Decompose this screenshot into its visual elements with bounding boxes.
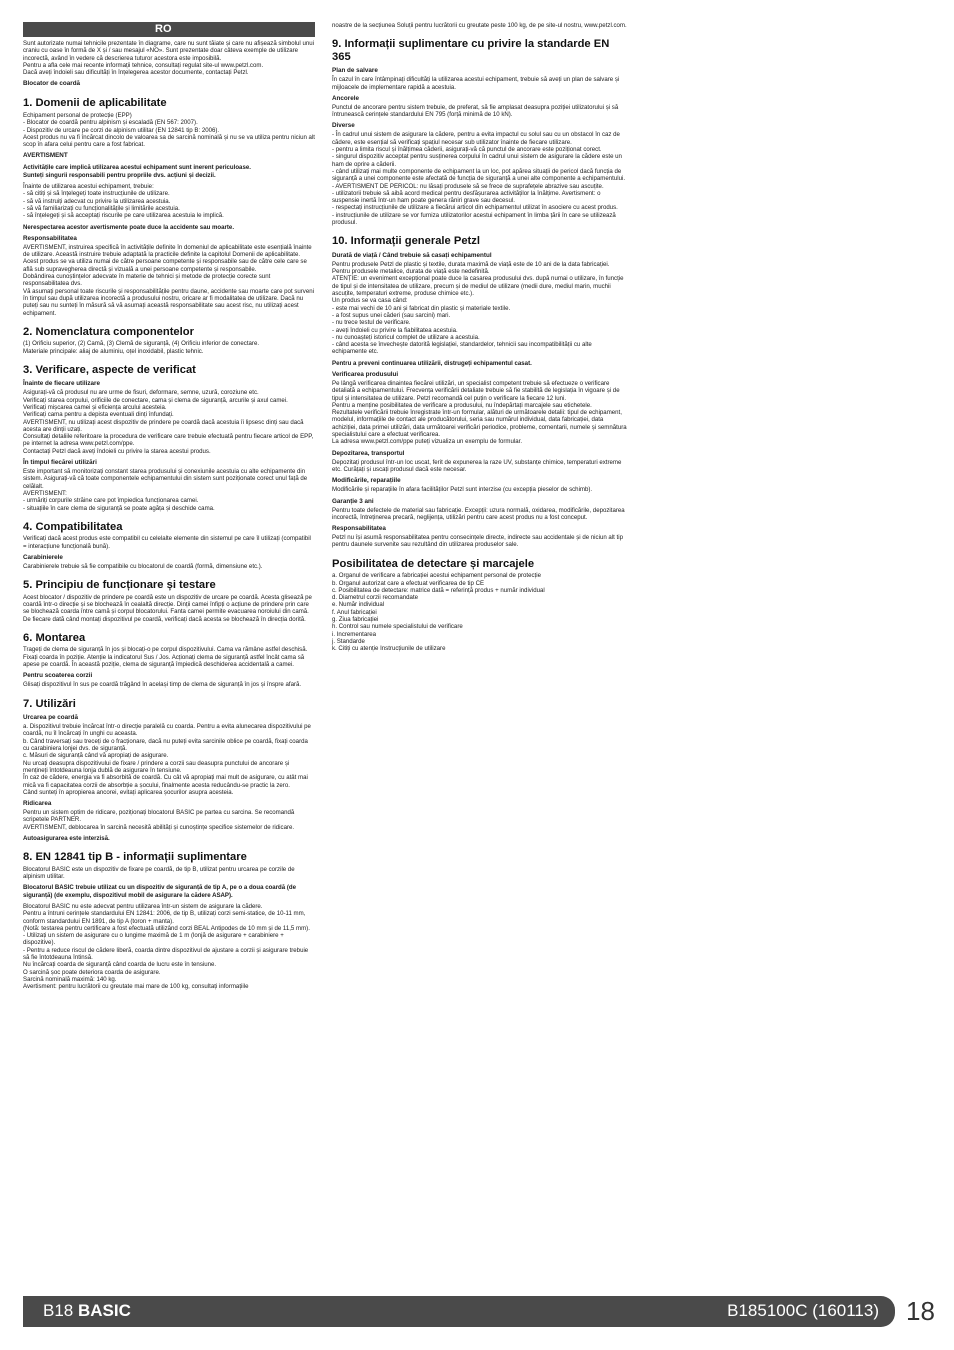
model-label [43,1300,131,1322]
section-8-title: 8. EN 12841 tip B - informații suplimentare [23,851,247,864]
section-7-climbing-text: a. Dispozitivul trebuie încărcat într-o direcție paralelă cu coarda. Pentru a evita alunecarea dispozitivului pe coardă, nu îl încărcați în unghi cu aceasta. b. Când traversați sau treceți de o fracționare, dacă nu puteți evita sarcinile oblice pe coardă, fixați coarda cu carabiniera lonjei dvs. de siguranță. c. Măsuri de siguranță când vă apropiați de asigurare. Nu urcați deasupra dispozitivului de fixare / prindere a corzii sau deasupra punctului de ancorare și mențineți întotdeauna lonja dublă de asigurare în tensiune. În caz de cădere, energia va fi absorbită de coardă. Cu cât vă apropiați mai mult de asigurare, cu atât mai mică va fi capacitatea corzii de absorbție a șocului, finalmente acesta reducându-se practic la zero. Când sunteți în apropierea ancorei, evitați aplicarea șocurilor asupra acesteia. [23,723,311,796]
section-6-title: 6. Montarea [23,631,86,644]
section-9-rescue-text: În cazul în care întâmpinați dificultăți la utilizarea acestui echipament, trebuie să aveți un plan de salvare și mijloacele de implementare rapidă a acestuia. [332,76,620,91]
section-7-hauling-heading: Ridicarea [23,800,52,808]
section-7-climbing-heading: Urcarea pe coardă [23,714,78,722]
model-name: BASIC [77,1301,131,1320]
section-10-responsibility-text: Petzl nu își asumă responsabilitatea pentru consecințele directe, indirecte sau accidentale și de niciun alt tip pentru daunele survenite sau rezultând din utilizarea produselor sale. [332,534,623,549]
section-7-title: 7. Utilizări [23,697,76,710]
section-1-warning-heading: AVERTISMENT [23,152,68,160]
section-6-removal-text: Glisați dispozitivul în sus pe coardă trăgând în același timp de clema de siguranță în jos și înspre afară. [23,681,302,689]
section-10-inspection-heading: Verificarea produsului [332,371,399,378]
section-10-lifetime-heading: Durată de viață / Când trebuie să casați echipamentul [332,251,492,259]
intro-product-name: Blocator de coardă [23,80,81,88]
section-5-title: 5. Principiu de funcționare și testare [23,579,216,592]
section-2-text: (1) Orificiu superior, (2) Camă, (3) Clemă de siguranță, (4) Orificiu inferior de conectare. Materiale principale: aliaj de aluminiu, oțel inoxidabil, plastic tehnic. [23,340,260,355]
section-2-title: 2. Nomenclatura componentelor [23,325,194,338]
model-prefix: B18 [43,1301,74,1320]
section-11-title: Posibilitatea de detectare și marcajele [332,557,535,570]
left-column [23,22,315,991]
continued-text: noastre de la secțiunea Soluții pentru lucrătorii cu greutate peste 100 kg, de pe site-ul nostru, www.petzl.com. [332,22,627,29]
section-10-responsibility-heading: Responsabilitatea [332,525,386,533]
section-1-warning-consequence: Nerespectarea acestor avertismente poate duce la accidente sau moarte. [23,223,235,231]
page-number: 18 [906,1296,935,1326]
section-10-lifetime-text: Pentru produsele Petzl de plastic și textile, durata maximă de viață este de 10 ani de la data fabricației. Pentru produsele metalice, durata de viață este nedefinită. ATENȚIE: un eveniment excepțional poate duce la casarea produsului dvs. după numai o utilizare, în funcție de tipul și de intensitatea de utilizare, precum și de mediul de utilizare (medii dure, mediul marin, muchii ascuțite, temperaturi extreme, produse chimice etc.). Un produs se va casa când: - este mai vechi de 10 ani și fabricat din plastic și materiale textile. - a fost supus unei căderi (sau sarcini) mari. - nu trece testul de verificare. - aveți îndoieli cu privire la fiabilitatea acestuia. - nu cunoașteți istoricul complet de utilizare a acestuia. - când acesta se învechește datorită legislației, standardelor, tehnicii sau incompatibilității cu alte echipamente etc. [332,260,624,356]
section-10-warranty-heading: Garanție 3 ani [332,497,374,505]
section-1-responsibility-heading: Responsabilitatea [23,234,77,242]
section-9-misc-heading: Diverse [332,122,355,130]
section-4-title: 4. Compatibilitatea [23,520,123,533]
section-10-modifications-text: Modificările și reparațiile în afara facilităților Petzl sunt interzise (cu excepția pieselor de schimb). [332,486,593,494]
section-7-hauling-text: Pentru un sistem optim de ridicare, poziționați blocatorul BASIC pe partea cu sarcina. Se recomandă scripetele PARTNER. AVERTISMENT, deblocarea în sarcină necesită abilități și cunoștințe specifice sistemelor de ridicare. [23,809,295,831]
section-1-text: Echipament personal de protecție (EPP) - Blocator de coardă pentru alpinism și escaladă (EN 567: 2007). - Dispozitiv de urcare pe corzi de alpinism utilitar (EN 12841 tip B: 2006). Acest produs nu va fi încărcat dincolo de valoarea sa de sarcină nominală și nu se va utiliza pentru niciun alt scop în afara celui pentru care a fost fabricat. [23,111,315,149]
section-8-bold: Blocatorul BASIC trebuie utilizat cu un dispozitiv de siguranță de tip A, pe o a doua coardă (de siguranță) (de exemplu, dispozitivul mobil de asigurare la cădere ASAP). [23,884,297,899]
footer-bar [23,1296,895,1327]
section-6-text: Trageți de clema de siguranță în jos și blocați-o pe corpul dispozitivului. Cama va rămâne astfel deschisă. Fixați coarda în poziție. Atenție la indicatorul Sus / Jos. Acționați clema de siguranță astfel încât cama să apese pe coardă. În această poziție, clema de siguranță împiedică deschiderea accidentală a camei. [23,646,308,669]
section-4-carabiners-heading: Carabinierele [23,553,63,561]
section-6-removal-heading: Pentru scoaterea corzii [23,672,93,680]
section-1-title: 1. Domenii de aplicabilitate [23,97,167,110]
section-1-warning-text: Înainte de utilizarea acestui echipament, trebuie: - să citiți și să înțelegeți toate instrucțiunile de utilizare. - să vă instruiți adecvat cu privire la utilizarea acestuia. - să vă familiarizați cu funcționalitățile și limitările acestuia. - să înțelegeți și să acceptați riscurile pe care utilizarea acestuia le implică. [23,183,224,220]
section-5-text: Acest blocator / dispozitiv de prindere pe coardă este un dispozitiv de urcare pe coardă. Acesta glisează pe coardă într-o direcție și se blochează în cealaltă direcție. Dinții camei înfipți o acțiune de prindere prin care se blochează coarda între camă și corpul blocatorului. Fanta camei permite evacuarea noroiului din camă. De fiecare dată când montați dispozitivul pe coardă, verificați dacă acesta se blochează în direcția dorită. [23,593,312,623]
section-10-title: 10. Informații generale Petzl [332,235,480,248]
section-10-modifications-heading: Modificările, reparațiile [332,477,401,485]
language-header: RO [23,22,315,37]
section-9-anchors-text: Punctul de ancorare pentru sistem trebuie, de preferat, să fie amplasat deasupra poziției utilizatorului și să întrunească cerințele standardului EN 795 (forță minimă de 10 kN). [332,103,619,119]
section-3-title: 3. Verificare, aspecte de verificat [23,363,196,376]
section-9-title: 9. Informații suplimentare cu privire la standarde EN 365 [332,38,610,63]
section-10-warranty-text: Pentru toate defectele de material sau fabricație. Excepții: uzura normală, oxidarea, modificările, depozitarea incorectă, întreținerea precară, neglijența, utilizări pentru care acest produs nu a fost conceput. [332,506,625,521]
section-10-storage-heading: Depozitarea, transportul [332,449,405,457]
section-4-text: Verificați dacă acest produs este compatibil cu celelalte elemente din sistemul pe care îl utilizați (compatibil = interacțiune funcțională bună). [23,535,311,550]
section-4-carabiners-text: Carabinierele trebuie să fie compatibile cu blocatorul de coardă (formă, dimensiune etc.). [23,562,263,570]
section-8-text-2: Blocatorul BASIC nu este adecvat pentru utilizarea într-un sistem de asigurare la cădere. Pentru a întruni cerințele standardului EN 12841: 2006, de tip B, utilizați corzi semi-statice, de 10-11 mm, conform standardului EN 1891, de tip A (toron + manta). (Notă: testarea pentru certificare a fost efectuată utilizând corzi BEAL Antipodes de 10 mm și de 11,5 mm). - Utilizați un sistem de asigurare cu o lungime maximă de 1 m (lonjă de asigurare + carabiniere + dispozitive). - Pentru a reduce riscul de cădere liberă, coarda dintre dispozitivul de ajustare a corzii și asigurare trebuie să fie întotdeauna întinsă. Nu încărcați coarda de siguranță când coarda de lucru este în tensiune. O sarcină șoc poate deteriora coarda de asigurare. Sarcină nominală maximă: 140 kg. Avertisment: pentru lucrătorii cu greutate mai mare de 100 kg, consultați informațiile [23,902,310,991]
section-10-inspection-text: Pe lângă verificarea dinaintea fiecărei utilizări, un specialist competent trebuie să efectueze o verificare detaliată a echipamentului. Frecvența verificării detaliate trebuie să fie stabilită de legislația în vigoare și de tipul și intensitatea de utilizare. Petzl recomandă cel puțin o verificare la fiecare 12 luni. Pentru a menține posibilitatea de verificare a produsului, nu îndepărtați marcajele sau etichetele. Rezultatele verificării trebuie înregistrate într-un formular, alături de următoarele detalii: tipul de echipament, modelul, informațiile de contact ale producătorului, seria sau numărul individual, data fabricației, data achiziției, data primei utilizări, data următoarei verificări periodice, probleme, comentarii, numele și semnătura specialistului care a efectuat verificarea. La adresa www.petzl.com/ppe puteți vizualiza un exemplu de formular. [332,380,627,446]
section-1-warning-bold: Activitățile care implică utilizarea acestui echipament sunt inerent periculoase. Sunteți singurii responsabili pentru propriile dvs. acțiuni și decizii. [23,164,251,179]
section-9-rescue-heading: Plan de salvare [332,67,378,75]
document-reference: B185100C (160113) [727,1301,879,1320]
section-3-before-use-heading: Înainte de fiecare utilizare [23,380,100,388]
section-3-during-use-text: Este important să monitorizați constant starea produsului și conexiunile acestuia cu alte echipamente din sistem. Asigurați-vă că toate componentele echipamentului din sistem sunt poziționate corect unul față de celălalt. AVERTISMENT: - urmăriți corpurile străine care pot împiedica funcționarea camei. - situațiile în care clema de siguranță se poate agăța și deschide cama. [23,468,308,512]
section-10-storage-text: Depozitați produsul într-un loc uscat, ferit de expunerea la raze UV, substanțe chimice, temperaturi extreme etc. Curățați și uscați produsul dacă este necesar. [332,458,622,473]
section-3-before-use-text: Asigurați-vă că produsul nu are urme de fisuri, deformare, semne, uzură, coroziune etc. Verificați starea corpului, orificiile de conectare, cama și clema de siguranță, arcurile și axul camei. Verificați mișcarea camei și eficiența arcului acesteia. Verificați cama pentru a depista eventuali dinți înfundați. AVERTISMENT, nu utilizați acest dispozitiv de prindere pe coardă dacă acestuia îi lipsesc dinți sau dacă acesta are dinții uzați. Consultați detaliile referitoare la procedura de verificare care trebuie efectuată pentru fiecare articol de EPP, pe internet la adresa www.petzl.com/ppe. Contactați Petzl dacă aveți îndoieli cu privire la starea acestui produs. [23,389,314,455]
intro-text: Sunt autorizate numai tehnicile prezentate în diagrame, care nu sunt tăiate și care nu afișează simbolul unui craniu cu oase în formă de X și / sau mesajul «NO». Sunt prezentate doar câteva exemple de utilizare incorectă, având în vedere că descrierea tuturor acestora este imposibilă. Pentru a afla cele mai recente informații tehnice, consultați regulat site-ul www.petzl.com. Dacă aveți îndoieli sau dificultăți în înțelegerea acestor documente, contactați Petzl. [23,40,314,77]
section-1-responsibility-text: AVERTISMENT, instruirea specifică în activitățile definite în domeniul de aplicabilitate este esențială înainte de utilizare. Această instruire trebuie adaptată la practicile definite la capitolul Domenii de aplicabilitate. Acest produs se va utiliza numai de către persoane competente și responsabile sau de către cele care se află sub supravegherea directă și vizuală a unei persoane competente și responsabile. Dobândirea cunoștințelor adecvate în materie de tehnici și metode de protecție corecte sunt responsabilitatea dvs. Vă asumați personal toate riscurile și responsabilitățile pentru daune, accidente sau moarte care pot surveni în timpul sau după utilizarea incorectă a produsului nostru, oricare ar fi modalitatea de utilizare. Dacă nu puteți sau nu sunteți în măsură să vă asumați această responsabilitate sau acest risc, nu utilizați acest echipament. [23,243,314,317]
right-column [332,22,628,653]
section-9-anchors-heading: Ancorele [332,94,359,102]
section-9-misc-text: - În cadrul unui sistem de asigurare la cădere, pentru a evita impactul cu solul sau cu un obstacol în caz de cădere, este esențial să verificați spațiul necesar sub utilizator înainte de fiecare utilizare. - pentru a limita riscul și înălțimea căderii, asigurați-vă că punctul de ancorare este poziționat corect. - singurul dispozitiv acceptat pentru susținerea corpului în cadrul unui sistem de asigurare la cădere este un ham de oprire a căderii. - când utilizați mai multe componente de echipament la un loc, pot apărea situații de pericol dacă funcția de siguranță a unei componente este afectată de funcția de siguranță a unei alte componente a echipamentului. - AVERTISMENT DE PERICOL: nu lăsați produsele să se frece de suprafețele abrazive sau ascuțite. - utilizatorii trebuie să aibă acord medical pentru desfășurarea activităților la înălțime. Avertisment: o suspensie inertă într-un ham poate genera răniri grave sau decesul. - respectați instrucțiunile de utilizare a fiecărui articol din echipamentul utilizat în asociere cu acest produs. - instrucțiunile de utilizare se vor furniza utilizatorilor acestui echipament în limba țării în care se utilizează produsul. [332,131,626,227]
section-8-text: Blocatorul BASIC este un dispozitiv de fixare pe coardă, de tip B, utilizat pentru urcarea pe corzile de alpinism utilitar. [23,865,295,881]
section-3-during-use-heading: În timpul fiecărei utilizări [23,459,97,467]
section-7-forbidden: Autoasigurarea este interzisă. [23,834,110,842]
section-11-list: a. Organul de verificare a fabricației acestui echipament personal de protecție b. Organul autorizat care a efectuat verificarea de tip CE c. Posibilitatea de detectare: matrice dată = referință produs + număr individual d. Diametrul corzii recomandate e. Număr individual f. Anul fabricației g. Ziua fabricației h. Control sau numele specialistului de verificare i. Incrementarea j. Standarde k. Citiți cu atenție Instrucțiunile de utilizare [332,572,545,653]
section-10-destroy-bold: Pentru a preveni continuarea utilizării, distrugeți echipamentul casat. [332,359,532,367]
